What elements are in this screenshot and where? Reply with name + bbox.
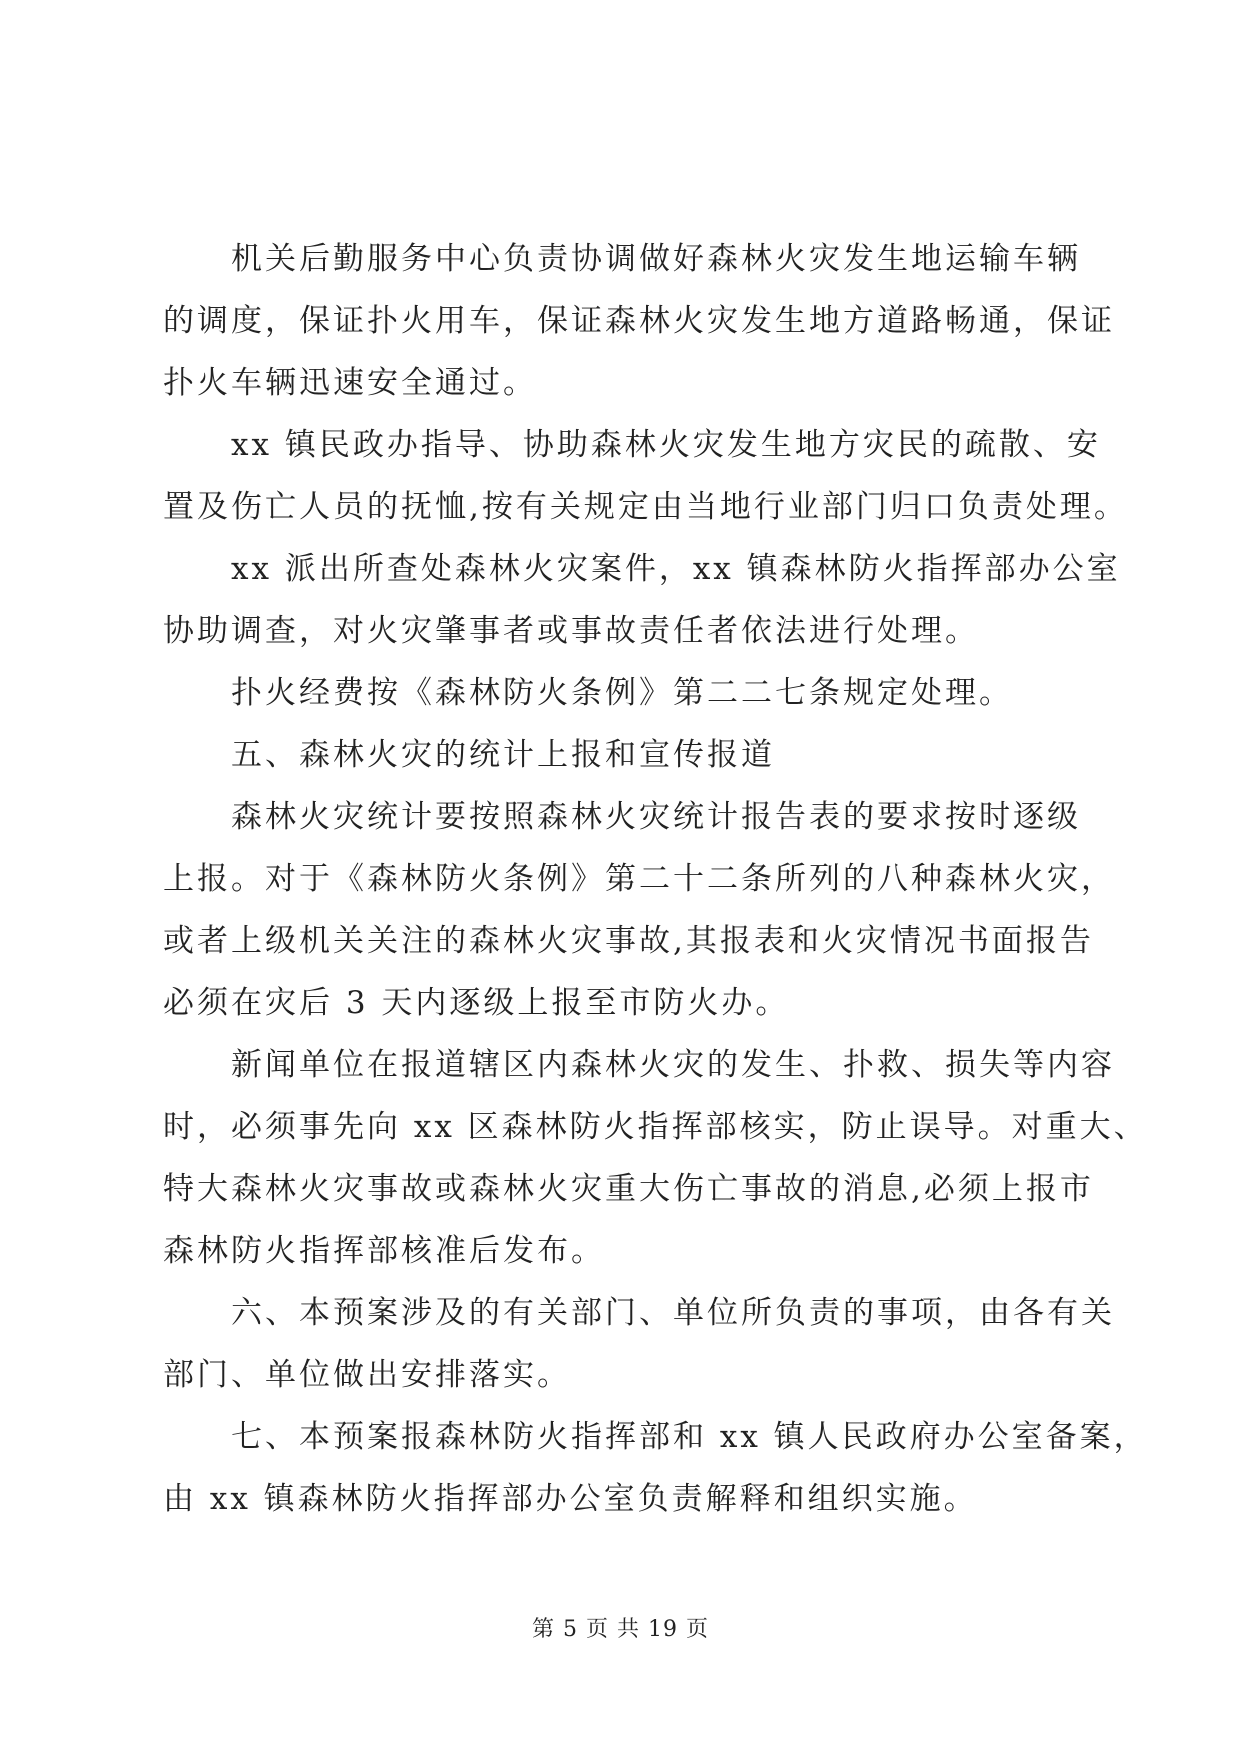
document-body xyxy=(163,228,1148,1530)
paragraph xyxy=(163,786,1115,1034)
paragraph xyxy=(163,662,1078,724)
paragraph-line: xx 镇民政办指导、协助森林火灾发生地方灾民的疏散、安 xyxy=(231,427,1101,463)
page-number-footer: 第 5 页 共 19 页 xyxy=(532,1617,709,1642)
paragraph-line: 机关后勤服务中心负责协调做好森林火灾发生地运输车辆 xyxy=(231,241,1081,277)
paragraph-line: 或者上级机关关注的森林火灾事故,其报表和火灾情况书面报告 xyxy=(163,923,1094,959)
paragraph-line: 部门、单位做出安排落实。 xyxy=(163,1357,571,1393)
paragraph xyxy=(163,414,1128,538)
section-heading-text: 五、森林火灾的统计上报和宣传报道 xyxy=(231,737,775,773)
paragraph xyxy=(163,1406,1148,1530)
paragraph-line: 特大森林火灾事故或森林火灾重大伤亡事故的消息,必须上报市 xyxy=(163,1171,1094,1207)
paragraph-line: 协助调查，对火灾肇事者或事故责任者依法进行处理。 xyxy=(163,613,979,649)
paragraph-line: 上报。对于《森林防火条例》第二十二条所列的八种森林火灾， xyxy=(163,861,1115,897)
paragraph-line: xx 派出所查处森林火灾案件，xx 镇森林防火指挥部办公室 xyxy=(231,551,1121,587)
paragraph-line: 新闻单位在报道辖区内森林火灾的发生、扑救、损失等内容 xyxy=(231,1047,1115,1083)
paragraph-line: 六、本预案涉及的有关部门、单位所负责的事项，由各有关 xyxy=(231,1295,1115,1331)
paragraph-line: 时，必须事先向 xx 区森林防火指挥部核实，防止误导。对重大、 xyxy=(163,1109,1148,1145)
paragraph xyxy=(163,1034,1148,1282)
paragraph xyxy=(163,538,1121,662)
section-heading xyxy=(163,724,1078,786)
paragraph-line: 的调度，保证扑火用车，保证森林火灾发生地方道路畅通，保证 xyxy=(163,303,1115,339)
paragraph-line: 置及伤亡人员的抚恤,按有关规定由当地行业部门归口负责处理。 xyxy=(163,489,1128,525)
paragraph-line: 扑火车辆迅速安全通过。 xyxy=(163,365,537,401)
paragraph xyxy=(163,228,1115,414)
paragraph xyxy=(163,1282,1115,1406)
paragraph-line: 扑火经费按《森林防火条例》第二二七条规定处理。 xyxy=(231,675,1013,711)
paragraph-line: 必须在灾后 3 天内逐级上报至市防火办。 xyxy=(163,985,790,1021)
paragraph-line: 森林火灾统计要按照森林火灾统计报告表的要求按时逐级 xyxy=(231,799,1081,835)
paragraph-line: 七、本预案报森林防火指挥部和 xx 镇人民政府办公室备案， xyxy=(231,1419,1148,1455)
paragraph-line: 由 xx 镇森林防火指挥部办公室负责解释和组织实施。 xyxy=(163,1481,978,1517)
paragraph-line: 森林防火指挥部核准后发布。 xyxy=(163,1233,605,1269)
